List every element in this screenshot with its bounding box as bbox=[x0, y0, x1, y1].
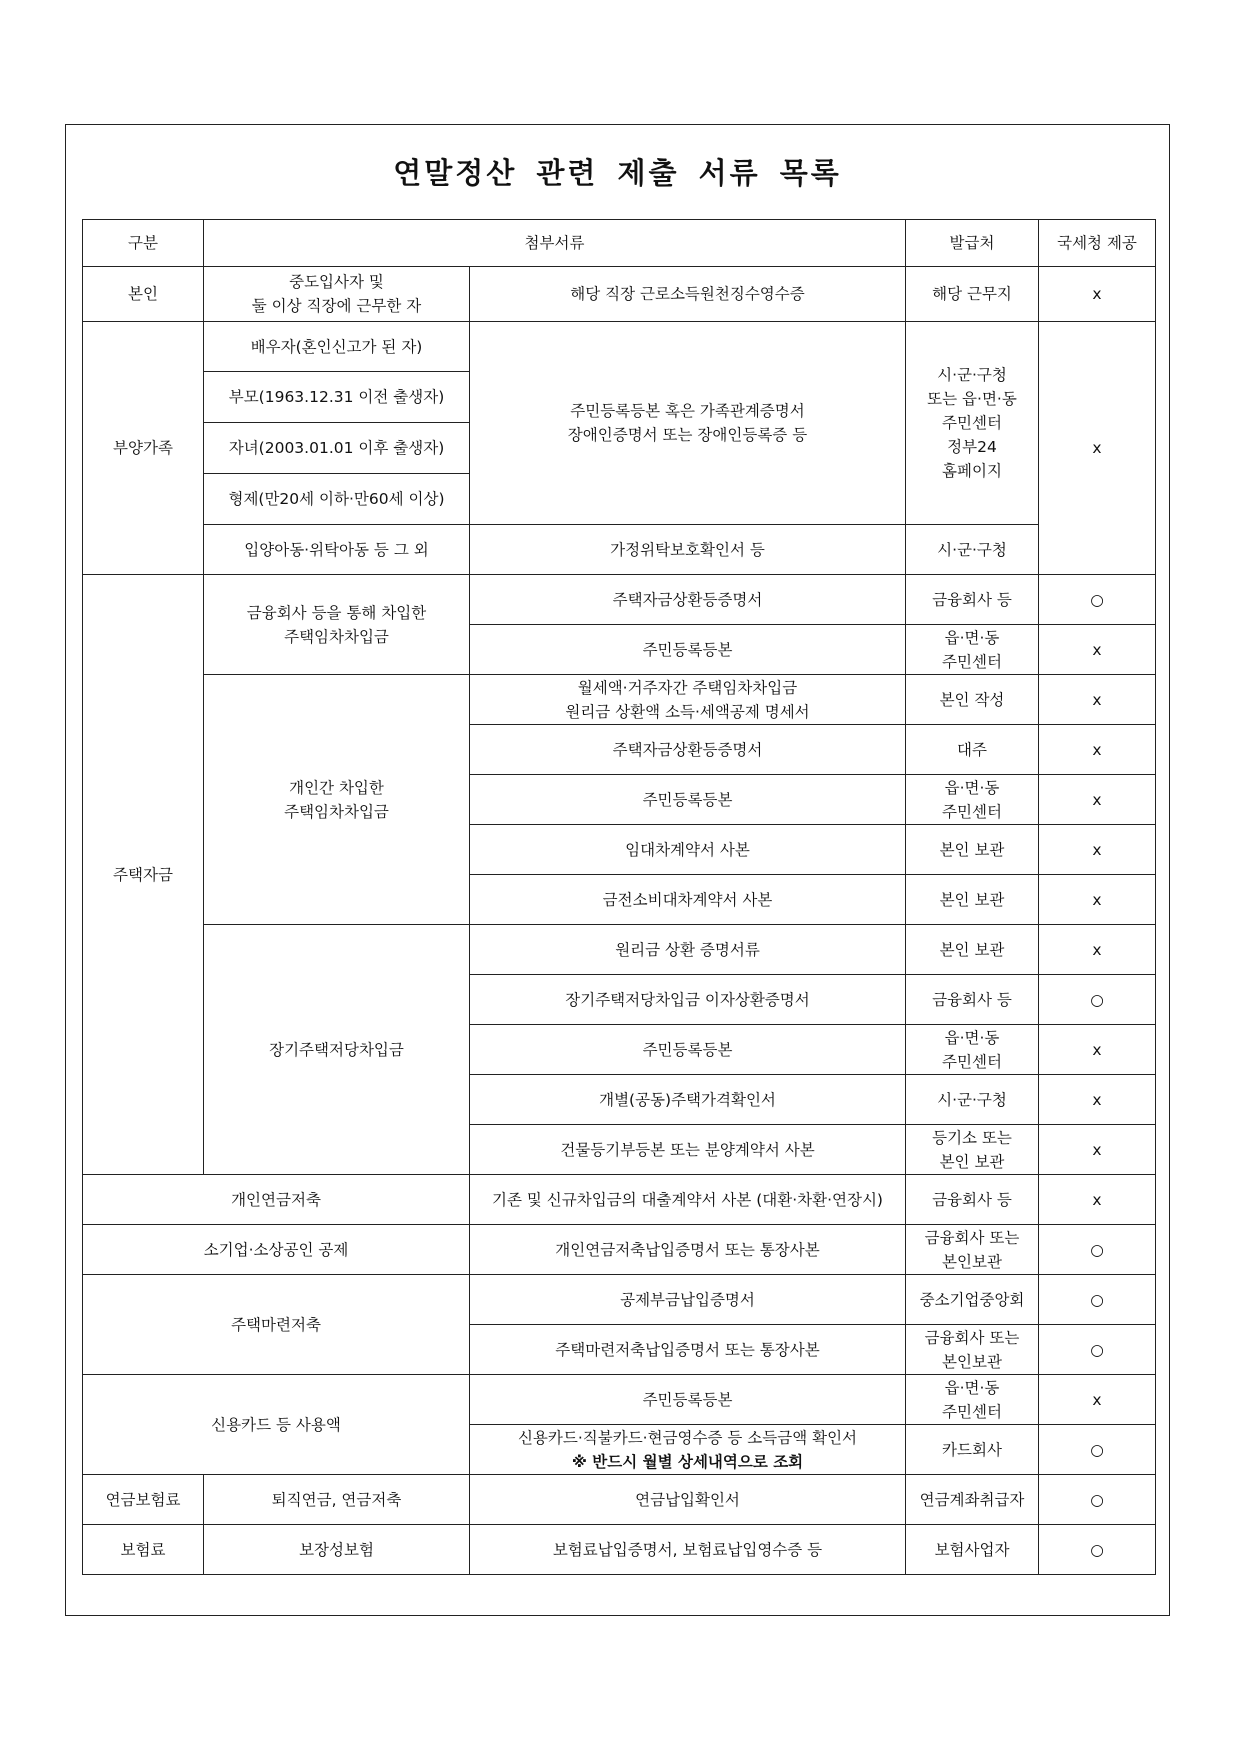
document-cell: 주택자금상환등증명서 bbox=[470, 725, 906, 775]
nts-cell: ○ bbox=[1039, 1325, 1156, 1375]
header-row bbox=[83, 220, 1156, 267]
category-cell: 보험료 bbox=[83, 1525, 204, 1575]
issuer-cell: 시·군·구청 bbox=[906, 525, 1039, 575]
subcategory-cell: 배우자(혼인신고가 된 자) bbox=[204, 322, 470, 372]
nts-cell: x bbox=[1039, 1125, 1156, 1175]
issuer-cell: 본인 보관 bbox=[906, 875, 1039, 925]
nts-cell: ○ bbox=[1039, 1425, 1156, 1475]
table-row bbox=[83, 1175, 1156, 1225]
issuer-cell: 해당 근무지 bbox=[906, 267, 1039, 322]
issuer-cell: 시·군·구청 bbox=[906, 1075, 1039, 1125]
document-cell: 원리금 상환 증명서류 bbox=[470, 925, 906, 975]
table-row bbox=[83, 525, 1156, 575]
table-row bbox=[83, 322, 1156, 372]
nts-cell: x bbox=[1039, 1075, 1156, 1125]
table-row bbox=[83, 675, 1156, 725]
table-row bbox=[83, 1525, 1156, 1575]
document-cell: 주민등록등본 bbox=[470, 775, 906, 825]
document-title: 연말정산 관련 제출 서류 목록 bbox=[393, 156, 842, 190]
issuer-cell: 금융회사 또는 본인보관 bbox=[906, 1225, 1039, 1275]
subcategory-cell: 금융회사 등을 통해 차입한 주택임차차입금 bbox=[204, 575, 470, 675]
nts-cell: ○ bbox=[1039, 1275, 1156, 1325]
issuer-cell: 금융회사 등 bbox=[906, 975, 1039, 1025]
document-cell: 임대차계약서 사본 bbox=[470, 825, 906, 875]
subcategory-cell: 부모(1963.12.31 이전 출생자) bbox=[204, 372, 470, 423]
document-cell: 신용카드·직불카드·현금영수증 등 소득금액 확인서 ※ 반드시 월별 상세내역으로 조회 bbox=[470, 1425, 906, 1475]
category-cell: 주택마련저축 bbox=[83, 1275, 470, 1375]
issuer-cell: 읍·면·동 주민센터 bbox=[906, 775, 1039, 825]
nts-cell: x bbox=[1039, 875, 1156, 925]
nts-cell: x bbox=[1039, 1375, 1156, 1425]
subcategory-cell: 자녀(2003.01.01 이후 출생자) bbox=[204, 423, 470, 474]
document-cell: 개별(공동)주택가격확인서 bbox=[470, 1075, 906, 1125]
category-cell: 소기업·소상공인 공제 bbox=[83, 1225, 470, 1275]
issuer-cell: 금융회사 등 bbox=[906, 1175, 1039, 1225]
document-cell: 개인연금저축납입증명서 또는 통장사본 bbox=[470, 1225, 906, 1275]
issuer-cell: 읍·면·동 주민센터 bbox=[906, 625, 1039, 675]
document-cell: 금전소비대차계약서 사본 bbox=[470, 875, 906, 925]
issuer-cell: 금융회사 또는 본인보관 bbox=[906, 1325, 1039, 1375]
header-category: 구분 bbox=[83, 220, 204, 267]
document-cell: 연금납입확인서 bbox=[470, 1475, 906, 1525]
nts-cell: x bbox=[1039, 725, 1156, 775]
document-cell: 주민등록등본 bbox=[470, 1375, 906, 1425]
category-cell: 연금보험료 bbox=[83, 1475, 204, 1525]
document-cell: 주민등록등본 bbox=[470, 625, 906, 675]
subcategory-cell: 중도입사자 및 둘 이상 직장에 근무한 자 bbox=[204, 267, 470, 322]
table-row bbox=[83, 267, 1156, 322]
issuer-cell: 시·군·구청 또는 읍·면·동 주민센터 정부24 홈페이지 bbox=[906, 322, 1039, 525]
header-documents: 첨부서류 bbox=[204, 220, 906, 267]
table-row bbox=[83, 1225, 1156, 1275]
document-cell: 주민등록등본 혹은 가족관계증명서 장애인증명서 또는 장애인등록증 등 bbox=[470, 322, 906, 525]
document-cell: 보험료납입증명서, 보험료납입영수증 등 bbox=[470, 1525, 906, 1575]
documents-table bbox=[82, 219, 1156, 1575]
issuer-cell: 보험사업자 bbox=[906, 1525, 1039, 1575]
category-cell: 주택자금 bbox=[83, 575, 204, 1175]
nts-cell: x bbox=[1039, 925, 1156, 975]
document-cell: 주택마련저축납입증명서 또는 통장사본 bbox=[470, 1325, 906, 1375]
nts-cell: ○ bbox=[1039, 1225, 1156, 1275]
table-row bbox=[83, 1375, 1156, 1425]
subcategory-cell: 형제(만20세 이하·만60세 이상) bbox=[204, 474, 470, 525]
issuer-cell: 본인 작성 bbox=[906, 675, 1039, 725]
document-cell: 해당 직장 근로소득원천징수영수증 bbox=[470, 267, 906, 322]
table-row bbox=[83, 1475, 1156, 1525]
category-cell: 신용카드 등 사용액 bbox=[83, 1375, 470, 1475]
nts-cell: x bbox=[1039, 1025, 1156, 1075]
issuer-cell: 연금계좌취급자 bbox=[906, 1475, 1039, 1525]
issuer-cell: 대주 bbox=[906, 725, 1039, 775]
nts-cell: ○ bbox=[1039, 1525, 1156, 1575]
subcategory-cell: 보장성보험 bbox=[204, 1525, 470, 1575]
issuer-cell: 본인 보관 bbox=[906, 925, 1039, 975]
category-cell: 개인연금저축 bbox=[83, 1175, 470, 1225]
monthly-detail-note: ※ 반드시 월별 상세내역으로 조회 bbox=[571, 1452, 804, 1471]
nts-cell: x bbox=[1039, 322, 1156, 575]
nts-cell: ○ bbox=[1039, 1475, 1156, 1525]
issuer-cell: 카드회사 bbox=[906, 1425, 1039, 1475]
issuer-cell: 본인 보관 bbox=[906, 825, 1039, 875]
document-frame bbox=[65, 124, 1170, 1616]
category-cell: 본인 bbox=[83, 267, 204, 322]
table-row bbox=[83, 575, 1156, 625]
nts-cell: x bbox=[1039, 267, 1156, 322]
document-cell: 주민등록등본 bbox=[470, 1025, 906, 1075]
subcategory-cell: 장기주택저당차입금 bbox=[204, 925, 470, 1175]
nts-cell: x bbox=[1039, 775, 1156, 825]
document-cell: 장기주택저당차입금 이자상환증명서 bbox=[470, 975, 906, 1025]
document-cell: 건물등기부등본 또는 분양계약서 사본 bbox=[470, 1125, 906, 1175]
nts-cell: x bbox=[1039, 1175, 1156, 1225]
document-cell: 기존 및 신규차입금의 대출계약서 사본 (대환·차환·연장시) bbox=[470, 1175, 906, 1225]
document-cell: 가정위탁보호확인서 등 bbox=[470, 525, 906, 575]
issuer-cell: 금융회사 등 bbox=[906, 575, 1039, 625]
issuer-cell: 등기소 또는 본인 보관 bbox=[906, 1125, 1039, 1175]
subcategory-cell: 입양아동·위탁아동 등 그 외 bbox=[204, 525, 470, 575]
table-row bbox=[83, 925, 1156, 975]
table-row bbox=[83, 1275, 1156, 1325]
document-cell: 주택자금상환등증명서 bbox=[470, 575, 906, 625]
nts-cell: ○ bbox=[1039, 975, 1156, 1025]
issuer-cell: 읍·면·동 주민센터 bbox=[906, 1375, 1039, 1425]
header-issuer: 발급처 bbox=[906, 220, 1039, 267]
nts-cell: ○ bbox=[1039, 575, 1156, 625]
nts-cell: x bbox=[1039, 625, 1156, 675]
nts-cell: x bbox=[1039, 825, 1156, 875]
subcategory-cell: 퇴직연금, 연금저축 bbox=[204, 1475, 470, 1525]
category-cell: 부양가족 bbox=[83, 322, 204, 575]
header-nts: 국세청 제공 bbox=[1039, 220, 1156, 267]
subcategory-cell: 개인간 차입한 주택임차차입금 bbox=[204, 675, 470, 925]
document-cell: 공제부금납입증명서 bbox=[470, 1275, 906, 1325]
issuer-cell: 읍·면·동 주민센터 bbox=[906, 1025, 1039, 1075]
document-cell: 월세액·거주자간 주택임차차입금 원리금 상환액 소득·세액공제 명세서 bbox=[470, 675, 906, 725]
issuer-cell: 중소기업중앙회 bbox=[906, 1275, 1039, 1325]
nts-cell: x bbox=[1039, 675, 1156, 725]
